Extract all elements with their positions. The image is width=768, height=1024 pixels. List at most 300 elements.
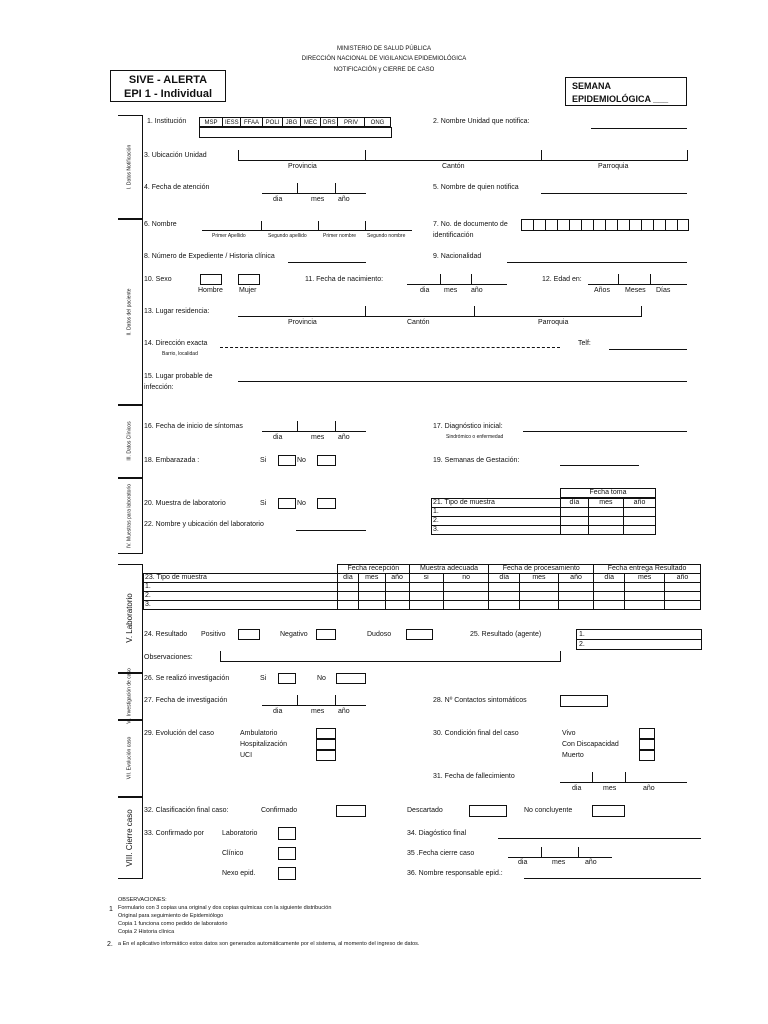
doc-cell[interactable]	[593, 219, 605, 231]
doc-cell[interactable]	[665, 219, 677, 231]
inst-mec[interactable]: MEC	[300, 117, 320, 127]
cell[interactable]	[519, 601, 558, 610]
expediente-label: 8. Número de Expediente / Historia clínica	[144, 253, 275, 260]
fecha-nac-line[interactable]	[407, 284, 507, 285]
inst-priv[interactable]: PRIV	[337, 117, 364, 127]
observaciones-label: Observaciones:	[144, 654, 193, 661]
footer-line-5: a En el aplicativo informático estos datos son generados automáticamente por el sistema, al momento del ingreso de datos.	[118, 941, 420, 947]
tick	[560, 651, 561, 662]
cell[interactable]	[594, 601, 625, 610]
doc-cell[interactable]	[545, 219, 557, 231]
doc-cell[interactable]	[557, 219, 569, 231]
ambulatorio-box[interactable]	[316, 728, 336, 739]
conf-laboratorio-label: Laboratorio	[222, 830, 258, 837]
directorate-header: DIRECCIÓN NACIONAL DE VIGILANCIA EPIDEMIOLÓGICA	[301, 56, 467, 62]
tick	[650, 274, 651, 285]
diag-inicial-label: 17. Diagnóstico inicial:	[433, 423, 503, 430]
resultado-agente-label: 25. Resultado (agente)	[470, 631, 542, 638]
diag-inicial-sub: Sindrómico o enfermedad	[446, 434, 504, 440]
col: día	[594, 574, 625, 583]
confirmado-box[interactable]	[336, 805, 366, 817]
inv-no-box[interactable]	[336, 673, 366, 684]
segundo-apellido: Segundo apellido	[268, 233, 307, 239]
edad-dias: Días	[656, 287, 671, 294]
toma-dia: día	[561, 499, 589, 508]
residencia-line[interactable]	[238, 316, 641, 317]
descartado-box[interactable]	[469, 805, 507, 817]
negativo-box[interactable]	[316, 629, 336, 640]
ubicacion-unidad-label: 3. Ubicación Unidad	[144, 152, 207, 159]
tick	[335, 695, 336, 706]
muestra-no-box[interactable]	[317, 498, 336, 509]
date-mes: mes	[311, 196, 325, 203]
inv-si-label: Si	[260, 675, 267, 682]
inst-ffaa[interactable]: FFAA	[240, 117, 262, 127]
fecha-atencion-line[interactable]	[262, 193, 366, 194]
semanas-gestacion-label: 19. Semanas de Gestación:	[433, 457, 520, 464]
semana-label: SEMANA	[572, 81, 612, 91]
footer-line-1: Formulario con 3 copias una original y dos copias químicas con la siguiente distribución	[118, 905, 332, 911]
section-label-investigacion: VI. Investigación de caso	[126, 668, 133, 724]
tick	[335, 183, 336, 194]
institucion-check-row[interactable]	[199, 127, 392, 138]
segundo-nombre: Segundo nombre	[367, 233, 406, 239]
tick	[261, 221, 262, 231]
col: año	[558, 574, 593, 583]
inst-ong[interactable]: ONG	[364, 117, 391, 127]
confirmado-label: Confirmado	[261, 807, 298, 814]
fecha-investigacion-line[interactable]	[262, 705, 366, 706]
edad-line[interactable]	[588, 284, 687, 285]
section-label-cierre: VIII. Cierre caso	[125, 809, 134, 867]
vivo-box[interactable]	[639, 728, 655, 739]
investigacion-label: 26. Se realizó investigación	[144, 675, 230, 682]
responsable-line[interactable]	[524, 878, 701, 879]
doc-cell[interactable]	[533, 219, 545, 231]
row-num: 2.	[144, 592, 338, 601]
res-parroquia: Parroquia	[538, 319, 569, 326]
section-label-datos-notificacion: I. Datos Notificación	[126, 144, 133, 190]
nac-dia: dia	[420, 287, 430, 294]
direccion-line[interactable]	[220, 347, 560, 348]
muestra-no-label: No	[297, 500, 306, 507]
sint-mes: mes	[311, 434, 325, 441]
cell[interactable]	[338, 601, 359, 610]
unidad-notifica-line[interactable]	[591, 128, 687, 129]
inv-no-label: No	[317, 675, 326, 682]
section-label-evolucion: VII. Evolución caso	[126, 736, 133, 780]
cierre-dia: dia	[518, 859, 528, 866]
nacionalidad-label: 9. Nacionalidad	[433, 253, 482, 260]
cell[interactable]	[594, 583, 625, 592]
conf-laboratorio-box[interactable]	[278, 827, 296, 840]
fall-dia: dia	[572, 785, 582, 792]
conf-clinico-box[interactable]	[278, 847, 296, 860]
tipo-muestra-table	[431, 498, 656, 535]
telf-line[interactable]	[609, 349, 687, 350]
sexo-hombre-box[interactable]	[200, 274, 222, 285]
telf-label: Telf:	[578, 340, 591, 347]
ubic-canton: Cantón	[442, 163, 465, 170]
table-row[interactable]	[144, 601, 701, 610]
col: si	[409, 574, 443, 583]
tick	[541, 150, 542, 161]
quien-notifica-line[interactable]	[541, 193, 687, 194]
tick	[220, 651, 221, 662]
agente-1: 1.	[577, 630, 701, 640]
documento-label: 7. No. de documento de	[433, 221, 508, 228]
res-canton: Cantón	[407, 319, 430, 326]
date-dia: dia	[273, 196, 283, 203]
dudoso-box[interactable]	[406, 629, 433, 640]
cell[interactable]	[588, 508, 623, 517]
sexo-label: 10. Sexo	[144, 276, 172, 283]
doc-cell[interactable]	[617, 219, 629, 231]
table-row[interactable]	[144, 583, 701, 592]
clasificacion-label: 32. Clasificación final caso:	[144, 807, 229, 814]
documento-label-2: identificación	[433, 232, 474, 239]
fecha-entrega-label: Fecha entrega Resultado	[594, 565, 701, 574]
nacionalidad-line[interactable]	[507, 262, 687, 263]
tick	[474, 306, 475, 317]
direccion-sub: Barrio, localidad	[162, 351, 198, 357]
cell[interactable]	[624, 526, 656, 535]
muestra-si-label: Si	[260, 500, 267, 507]
inicio-sintomas-label: 16. Fecha de inicio de síntomas	[144, 423, 243, 430]
tick	[365, 306, 366, 317]
embarazada-label: 18. Embarazada :	[144, 457, 200, 464]
documento-boxes[interactable]	[521, 219, 689, 231]
nac-ano: año	[471, 287, 483, 294]
direccion-label: 14. Dirección exacta	[144, 340, 208, 347]
cell[interactable]	[385, 601, 409, 610]
condicion-final-label: 30. Condición final del caso	[433, 730, 519, 737]
mujer-label: Mujer	[239, 287, 257, 294]
fecha-atencion-label: 4. Fecha de atención	[144, 184, 210, 191]
footer-line-2: Original para seguimiento de Epidemiólogo	[118, 913, 224, 919]
muerto-label: Muerto	[562, 752, 584, 759]
doc-cell[interactable]	[569, 219, 581, 231]
cell[interactable]	[561, 508, 589, 517]
date-ano: año	[338, 196, 350, 203]
tick	[440, 274, 441, 285]
contactos-label: 28. Nº Contactos sintomáticos	[433, 697, 527, 704]
cell[interactable]	[624, 517, 656, 526]
sint-dia: dia	[273, 434, 283, 441]
confirmado-por-label: 33. Confirmado por	[144, 830, 204, 837]
cell[interactable]	[443, 592, 489, 601]
inst-iess[interactable]: IESS	[222, 117, 240, 127]
section-label-laboratorio: V. Laboratorio	[125, 593, 134, 643]
col: día	[489, 574, 520, 583]
inv-mes: mes	[311, 708, 325, 715]
tick	[365, 150, 366, 161]
hospitalizacion-label: Hospitalización	[240, 741, 288, 748]
col: mes	[519, 574, 558, 583]
cell[interactable]	[519, 583, 558, 592]
emb-si-label: Si	[260, 457, 267, 464]
primer-nombre: Primer nombre	[323, 233, 357, 239]
ambulatorio-label: Ambulatorio	[240, 730, 278, 737]
row-num: 3.	[144, 601, 338, 610]
cell[interactable]	[664, 583, 700, 592]
no-concluyente-box[interactable]	[592, 805, 625, 817]
edad-anos: Años	[594, 287, 610, 294]
nombre-lab-label: 22. Nombre y ubicación del laboratorio	[144, 521, 264, 528]
ubic-parroquia: Parroquia	[598, 163, 629, 170]
positivo-box[interactable]	[238, 629, 260, 640]
cell[interactable]	[664, 592, 700, 601]
row-num: 1.	[144, 583, 338, 592]
nombre-line[interactable]	[202, 230, 412, 231]
infeccion-label: 15. Lugar probable de	[144, 373, 213, 380]
contactos-box[interactable]	[560, 695, 608, 707]
inst-poli[interactable]: POLI	[262, 117, 282, 127]
residencia-label: 13. Lugar residencia:	[144, 308, 210, 315]
cell[interactable]	[561, 526, 589, 535]
res-provincia: Provincia	[288, 319, 317, 326]
doc-cell[interactable]	[629, 219, 641, 231]
semana-box[interactable]	[565, 77, 687, 106]
table-row[interactable]	[432, 517, 656, 526]
tick	[641, 306, 642, 317]
doc-cell[interactable]	[677, 219, 689, 231]
col: mes	[625, 574, 665, 583]
emb-no-label: No	[297, 457, 306, 464]
tick	[471, 274, 472, 285]
tick	[618, 274, 619, 285]
fall-mes: mes	[603, 785, 617, 792]
muestra-adecuada-label: Muestra adecuada	[409, 565, 489, 574]
conf-nexo-label: Nexo epid.	[222, 870, 256, 877]
footer-line-3: Copia 1 funciona como pedido de laboratorio	[118, 921, 228, 927]
diag-inicial-line[interactable]	[523, 431, 687, 432]
form-purpose-header: NOTIFICACIÓN y CIERRE DE CASO	[333, 67, 435, 73]
cell[interactable]	[625, 592, 665, 601]
col: mes	[358, 574, 385, 583]
institucion-label: 1. Institución	[147, 118, 187, 125]
edad-meses: Meses	[625, 287, 646, 294]
cell[interactable]	[338, 592, 359, 601]
positivo-label: Positivo	[201, 631, 226, 638]
unidad-notifica-label: 2. Nombre Unidad que notifica:	[433, 118, 530, 125]
row-num: 3.	[432, 526, 561, 535]
nac-mes: mes	[444, 287, 458, 294]
cell[interactable]	[409, 601, 443, 610]
fecha-procesamiento-label: Fecha de procesamiento	[489, 565, 594, 574]
tick	[297, 421, 298, 432]
dudoso-label: Dudoso	[367, 631, 392, 638]
institucion-options	[199, 117, 391, 127]
footer-title: OBSERVACIONES:	[118, 897, 167, 903]
col: día	[338, 574, 359, 583]
cell[interactable]	[358, 601, 385, 610]
infeccion-label-2: infección:	[144, 384, 174, 391]
fecha-toma-label: Fecha toma	[561, 489, 656, 498]
doc-cell[interactable]	[641, 219, 653, 231]
tick	[318, 221, 319, 231]
table-row[interactable]	[432, 508, 656, 517]
tick	[541, 847, 542, 858]
sexo-mujer-box[interactable]	[238, 274, 260, 285]
doc-cell[interactable]	[605, 219, 617, 231]
fecha-cierre-line[interactable]	[508, 857, 612, 858]
inst-msp[interactable]: MSP	[199, 117, 222, 127]
fecha-investigacion-label: 27. Fecha de investigación	[144, 697, 228, 704]
diag-final-line[interactable]	[498, 838, 701, 839]
cell[interactable]	[385, 592, 409, 601]
inst-drs[interactable]: DRS	[320, 117, 337, 127]
cell[interactable]	[489, 592, 520, 601]
inst-jbg[interactable]: JBG	[282, 117, 300, 127]
doc-cell[interactable]	[581, 219, 593, 231]
semanas-gestacion-line[interactable]	[560, 465, 639, 466]
muerto-box[interactable]	[639, 750, 655, 761]
cell[interactable]	[443, 601, 489, 610]
primer-apellido: Primer Apellido	[212, 233, 246, 239]
tick	[625, 772, 626, 783]
conf-nexo-box[interactable]	[278, 867, 296, 880]
fecha-recepcion-label: Fecha recepción	[338, 565, 410, 574]
col: no	[443, 574, 489, 583]
tick	[687, 150, 688, 161]
form-title-box	[110, 70, 226, 102]
tick	[238, 150, 239, 161]
inv-ano: año	[338, 708, 350, 715]
footer-num-2: 2.	[107, 941, 113, 948]
nombre-lab-line[interactable]	[296, 530, 366, 531]
cell[interactable]	[519, 592, 558, 601]
observaciones-line[interactable]	[220, 661, 560, 662]
descartado-label: Descartado	[407, 807, 443, 814]
evolucion-label: 29. Evolución del caso	[144, 730, 215, 737]
doc-cell[interactable]	[653, 219, 665, 231]
vivo-label: Vivo	[562, 730, 576, 737]
negativo-label: Negativo	[280, 631, 308, 638]
form-subtitle: EPI 1 - Individual	[123, 88, 213, 100]
cell[interactable]	[409, 583, 443, 592]
expediente-line[interactable]	[288, 262, 366, 263]
table-row[interactable]	[144, 592, 701, 601]
diag-final-label: 34. Diagóstico final	[407, 830, 467, 837]
ubicacion-unidad-line[interactable]	[238, 160, 687, 161]
cell[interactable]	[489, 583, 520, 592]
cell[interactable]	[358, 592, 385, 601]
edad-label: 12. Edad en:	[542, 276, 582, 283]
muestra-si-box[interactable]	[278, 498, 296, 509]
tipo-muestra-23-label: 23. Tipo de muestra	[144, 574, 338, 583]
cell[interactable]	[624, 508, 656, 517]
toma-ano: año	[624, 499, 656, 508]
section-label-datos-clinicos: III. Datos Clínicos	[126, 421, 133, 461]
toma-mes: mes	[588, 499, 623, 508]
cell[interactable]	[561, 517, 589, 526]
emb-no-box[interactable]	[317, 455, 336, 466]
emb-si-box[interactable]	[278, 455, 296, 466]
tick	[297, 695, 298, 706]
agente-2: 2.	[579, 641, 585, 648]
resultado-label: 24. Resultado	[144, 631, 188, 638]
fecha-fallecimiento-label: 31. Fecha de fallecimiento	[433, 773, 515, 780]
muestra-lab-label: 20. Muestra de laboratorio	[144, 500, 226, 507]
ministry-header: MINISTERIO DE SALUD PÚBLICA	[336, 46, 432, 52]
cell[interactable]	[664, 601, 700, 610]
uci-label: UCI	[240, 752, 253, 759]
inv-dia: dia	[273, 708, 283, 715]
cell[interactable]	[558, 592, 593, 601]
tick	[578, 847, 579, 858]
semana-epi-label: EPIDEMIOLÓGICA ___	[572, 94, 669, 104]
cell[interactable]	[594, 592, 625, 601]
tipo-muestra-label: 21. Tipo de muestra	[432, 499, 561, 508]
fecha-cierre-label: 35 .Fecha cierre caso	[407, 850, 475, 857]
fall-ano: año	[643, 785, 655, 792]
footer-num-1: 1	[109, 906, 113, 913]
discapacidad-box[interactable]	[639, 739, 655, 750]
infeccion-line[interactable]	[238, 381, 687, 382]
tick	[365, 221, 366, 231]
row-num: 2.	[432, 517, 561, 526]
doc-cell[interactable]	[521, 219, 533, 231]
cell[interactable]	[489, 601, 520, 610]
table-row[interactable]	[432, 526, 656, 535]
hombre-label: Hombre	[198, 287, 223, 294]
cell[interactable]	[558, 583, 593, 592]
row-num: 1.	[432, 508, 561, 517]
section-label-datos-paciente: II. Datos del paciente	[126, 288, 133, 336]
conf-clinico-label: Clínico	[222, 850, 244, 857]
tick	[335, 421, 336, 432]
footer-line-4: Copia 2 Historia clínica	[118, 929, 175, 935]
cell[interactable]	[338, 583, 359, 592]
cell[interactable]	[385, 583, 409, 592]
cierre-mes: mes	[552, 859, 566, 866]
ubic-provincia: Provincia	[288, 163, 317, 170]
laboratorio-table	[143, 564, 701, 610]
quien-notifica-label: 5. Nombre de quien notifica	[433, 184, 519, 191]
cell[interactable]	[588, 526, 623, 535]
hospitalizacion-box[interactable]	[316, 739, 336, 750]
cell[interactable]	[443, 583, 489, 592]
discapacidad-label: Con Discapacidad	[562, 741, 619, 748]
form-title: SIVE - ALERTA	[128, 74, 208, 86]
cell[interactable]	[409, 592, 443, 601]
uci-box[interactable]	[316, 750, 336, 761]
cell[interactable]	[558, 601, 593, 610]
inicio-sintomas-line[interactable]	[262, 431, 366, 432]
cell[interactable]	[588, 517, 623, 526]
cell[interactable]	[625, 583, 665, 592]
section-label-muestras: IV. Muestras para laboratorio	[126, 483, 133, 549]
blank-cell	[144, 565, 338, 574]
fecha-nac-label: 11. Fecha de nacimiento:	[305, 276, 384, 283]
fecha-fallecimiento-line[interactable]	[560, 782, 687, 783]
no-concluyente-label: No concluyente	[524, 807, 573, 814]
inv-si-box[interactable]	[278, 673, 296, 684]
col: año	[385, 574, 409, 583]
cell[interactable]	[358, 583, 385, 592]
tick	[297, 183, 298, 194]
cell[interactable]	[625, 601, 665, 610]
cierre-ano: año	[585, 859, 597, 866]
nombre-label: 6. Nombre	[144, 221, 177, 228]
fecha-toma-header	[560, 488, 656, 498]
responsable-label: 36. Nombre responsable epid.:	[407, 870, 503, 877]
sint-ano: año	[338, 434, 350, 441]
tick	[592, 772, 593, 783]
col: año	[664, 574, 700, 583]
resultado-agente-box[interactable]	[576, 629, 702, 650]
